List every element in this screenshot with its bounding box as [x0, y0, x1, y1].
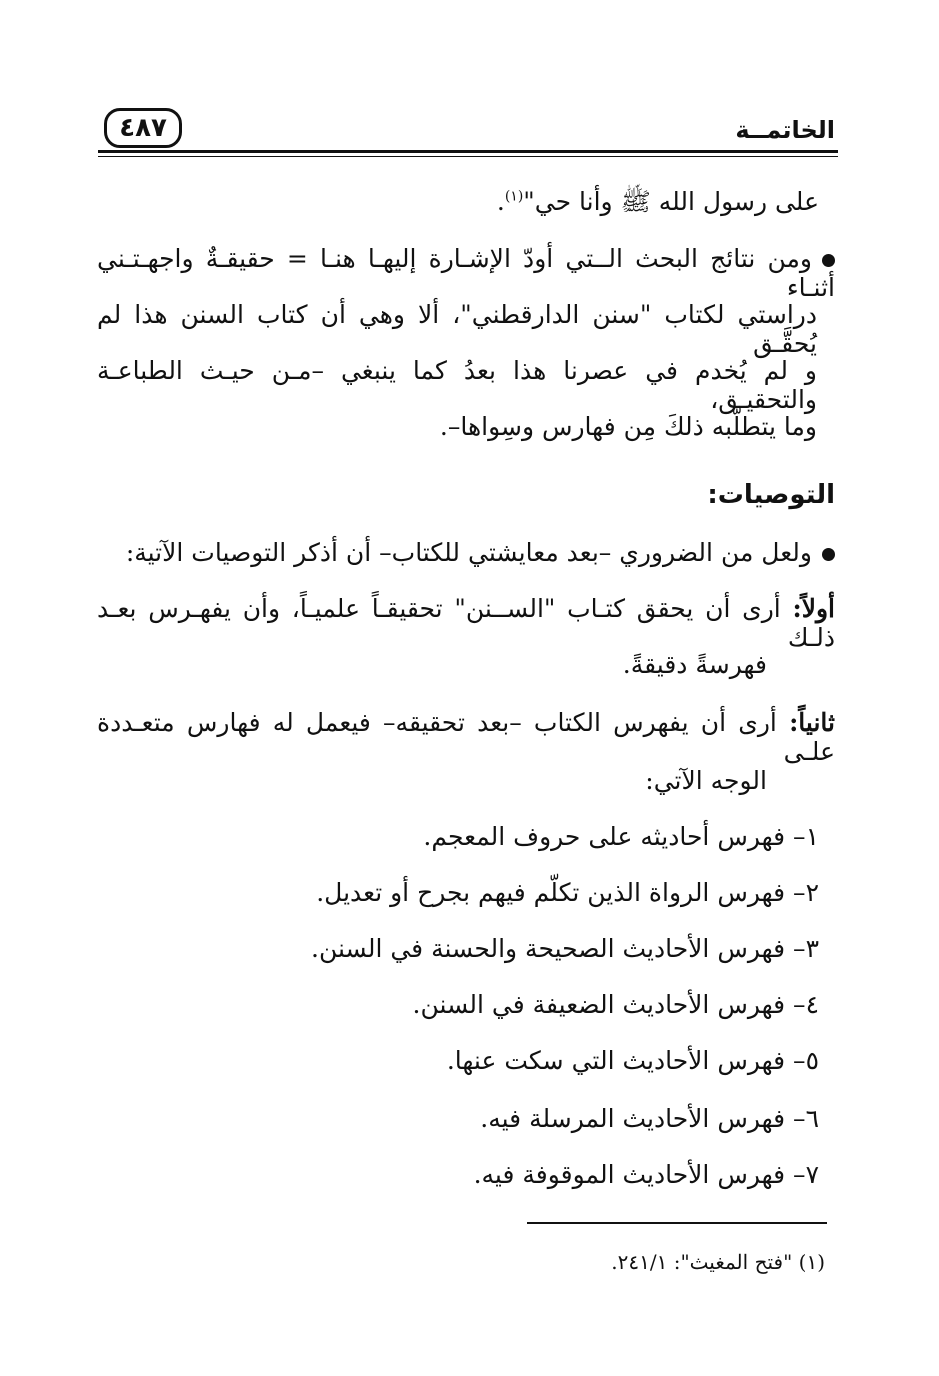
header-rule-thin: [98, 156, 838, 157]
text-line: على رسول الله ﷺ وأنا حي": [523, 187, 819, 216]
list-item: ٦– فهرس الأحاديث المرسلة فيه.: [480, 1104, 819, 1133]
paragraph-line: [97, 244, 835, 302]
list-item: ٢– فهرس الرواة الذين تكلّم فيهم بجرح أو تعديل.: [316, 878, 819, 907]
header-rule-thick: [98, 150, 838, 153]
recommendation-second: [97, 708, 835, 766]
paragraph-continuation: [497, 186, 819, 223]
paragraph-line: وما يتطلّبه ذلكَ مِن فهارس وسِواها–.: [439, 412, 817, 441]
list-item: ٣– فهرس الأحاديث الصحيحة والحسنة في السنن.: [311, 934, 819, 963]
footnote-ref: (١): [504, 188, 524, 205]
list-item: ٤– فهرس الأحاديث الضعيفة في السنن.: [412, 990, 819, 1019]
bullet-icon: [822, 254, 835, 267]
text-line: ولعل من الضروري –بعد معايشتي للكتاب– أن أذكر التوصيات الآتية:: [125, 538, 812, 567]
section-heading: التوصيات:: [707, 480, 835, 510]
recommendation-first-cont: فهرسةً دقيقةً.: [622, 650, 767, 679]
list-item: ٥– فهرس الأحاديث التي سكت عنها.: [446, 1046, 819, 1075]
page-number: ٤٨٧: [104, 108, 182, 148]
recommendations-intro: [126, 538, 835, 567]
paragraph-line: دراستي لكتاب "سنن الدارقطني"، ألا وهي أن كتاب السنن هذا لم يُحقَّـق: [97, 300, 817, 358]
text-line: ومن نتائج البحث الــتي أودّ الإشـارة إليهـا هنـا = حقيقـةٌ واجهـتـني أثنـاء: [97, 244, 835, 302]
text-punctuation: .: [496, 187, 505, 216]
recommendation-second-cont: الوجه الآتي:: [645, 766, 767, 795]
list-item: ١– فهرس أحاديثه على حروف المعجم.: [423, 822, 819, 851]
recommendation-lead: ثانياً:: [789, 708, 835, 737]
footnote: (١) "فتح المغيث": ٢٤١/١.: [611, 1250, 825, 1274]
text-line: أرى أن يفهرس الكتاب –بعد تحقيقه– فيعمل له فهارس متعـددة علـى: [97, 708, 835, 766]
recommendation-first: [97, 594, 835, 652]
paragraph-line: و لم يُخدم في عصرنا هذا بعدُ كما ينبغي –مـن حيـث الطباعـة والتحقيـق،: [97, 356, 817, 414]
bullet-icon: [822, 548, 835, 561]
recommendation-lead: أولاً:: [792, 594, 835, 623]
footnote-separator: [527, 1222, 827, 1224]
text-line: أرى أن يحقق كتـاب "الســنن" تحقيقـاً علميـاً، وأن يفهـرس بعـد ذلـك: [97, 594, 835, 652]
list-item: ٧– فهرس الأحاديث الموقوفة فيه.: [473, 1160, 819, 1189]
running-title: الخاتمــة: [735, 116, 835, 144]
